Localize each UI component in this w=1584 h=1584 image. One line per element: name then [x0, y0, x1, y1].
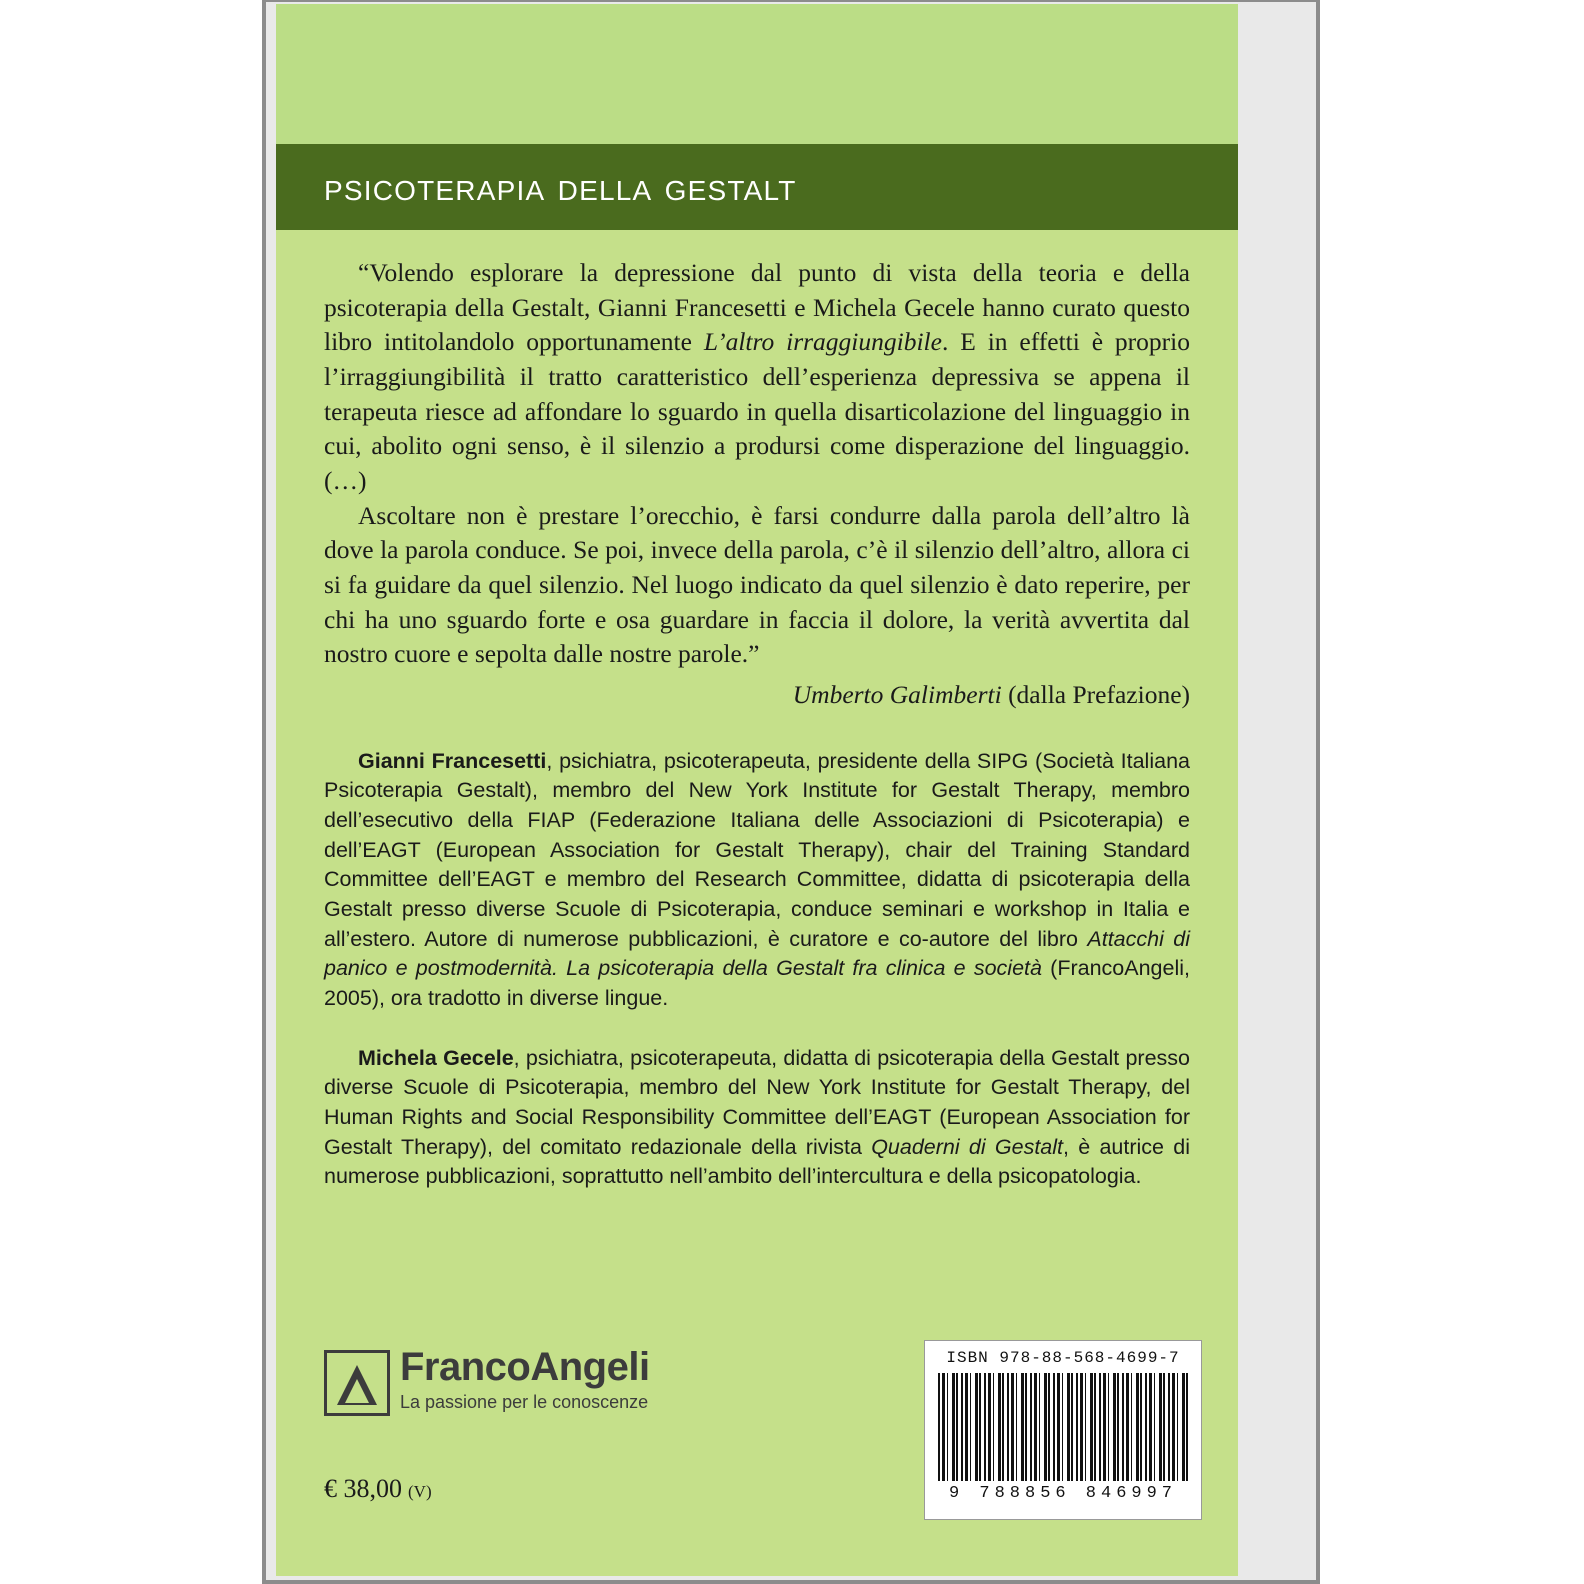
bio-text: , psichiatra, psicoterapeuta, presidente della SIPG (Società Italiana Psicoterapia Gestalt), membro del New York Institute for Gestalt Therapy, membro dell’esecutivo della FIAP (Federazione Italiana delle Associazioni di Psicoterapia) e dell’EAGT (European Association for Gestalt Therapy), chair del Training Standard Committee dell’EAGT e membro del Research Committee, didatta di psicoterapia della Gestalt presso diverse Scuole di Psicoterapia, conduce seminari e workshop in Italia e all’estero. Autore di numerose pubblicazioni, è curatore e co-autore del libro: [324, 748, 1190, 951]
cover-content: [276, 230, 1238, 1192]
quote-paragraph-2: Ascoltare non è prestare l’orecchio, è farsi condurre dalla parola dell’altro là dove la parola conduce. Se poi, invece della parola, c’è il silenzio dell’altro, allora ci si fa guidare da quel silenzio. Nel luogo indicato da quel silenzio è dato reperire, per chi ha uno sguardo forte e osa guardare in faccia il dolore, la verità avvertita dal nostro cuore e sepolta dalle nostre parole.”: [324, 500, 1190, 669]
author-name: Michela Gecele: [358, 1045, 514, 1070]
publisher-tagline: La passione per le conoscenze: [400, 1392, 649, 1412]
bio-text-after: (FrancoAngeli, 2005), ora tradotto in diverse lingue.: [324, 956, 1190, 1010]
author-name: Gianni Francesetti: [358, 748, 547, 773]
quote-attribution-source: (dalla Prefazione): [1001, 680, 1190, 710]
author-bio-francesetti: [324, 747, 1190, 1014]
preface-quote: [324, 256, 1190, 713]
author-bio-gecele: [324, 1044, 1190, 1192]
quote-attribution-author: Umberto Galimberti: [792, 680, 1002, 710]
quote-paragraph-1: “Volendo esplorare la depressione dal punto di vista della teoria e della psicoterapia della Gestalt, Gianni Francesetti e Michela Gecele hanno curato questo libro intitolandolo opportunamente L’altro irraggiungibile. E in effetti è proprio l’irraggiungibilità il tratto caratteristico dell’esperienza depressiva se appena il terapeuta riesce ad affondare lo sguardo in quella disarticolazione del linguaggio in cui, abolito ogni senso, è il silenzio a prodursi come disperazione del linguaggio. (…): [324, 258, 1190, 496]
isbn-barcode: [924, 1340, 1202, 1520]
bio-paragraph: [324, 1044, 1190, 1192]
series-title-bar: [276, 144, 1238, 230]
quote-attribution: [324, 678, 1190, 713]
cover-top-band: [276, 4, 1238, 144]
bio-italic-work: Quaderni di Gestalt: [871, 1134, 1064, 1159]
price-vat-note: (V): [408, 1482, 432, 1501]
bio-italic-work: Attacchi di panico e postmodernità. La psicoterapia della Gestalt fra clinica e società: [324, 926, 1191, 981]
barcode-bars-icon: [938, 1373, 1188, 1481]
publisher-logo: [324, 1346, 650, 1416]
book-cover: [276, 4, 1238, 1576]
triangle-inner-shape: [345, 1379, 369, 1403]
francoangeli-triangle-icon: [324, 1350, 390, 1416]
isbn-text: [946, 1349, 1179, 1367]
isbn-number: 978-88-568-4699-7: [999, 1349, 1180, 1367]
price-label: [324, 1474, 432, 1504]
series-title: psicoterapia della gestalt: [324, 164, 797, 209]
publisher-name: FrancoAngeli: [400, 1345, 650, 1389]
publisher-text: [400, 1346, 650, 1413]
quote-book-title: L’altro irraggiungibile: [703, 327, 942, 357]
barcode-digits: 9 788856 846997: [948, 1484, 1178, 1503]
bio-text: , psichiatra, psicoterapeuta, didatta di psicoterapia della Gestalt presso diverse Scuole di Psicoterapia, membro del New York Institute for Gestalt Therapy, del Human Rights and Social Responsibility Committee dell’EAGT (European Association for Gestalt Therapy), del comitato redazionale della rivista: [324, 1045, 1190, 1159]
price-value: € 38,00: [324, 1474, 402, 1503]
bio-text-after: , è autrice di numerose pubblicazioni, soprattutto nell’ambito dell’intercultura e della psicopatologia.: [324, 1134, 1190, 1189]
bio-paragraph: [324, 747, 1190, 1014]
isbn-label: ISBN: [946, 1349, 989, 1367]
